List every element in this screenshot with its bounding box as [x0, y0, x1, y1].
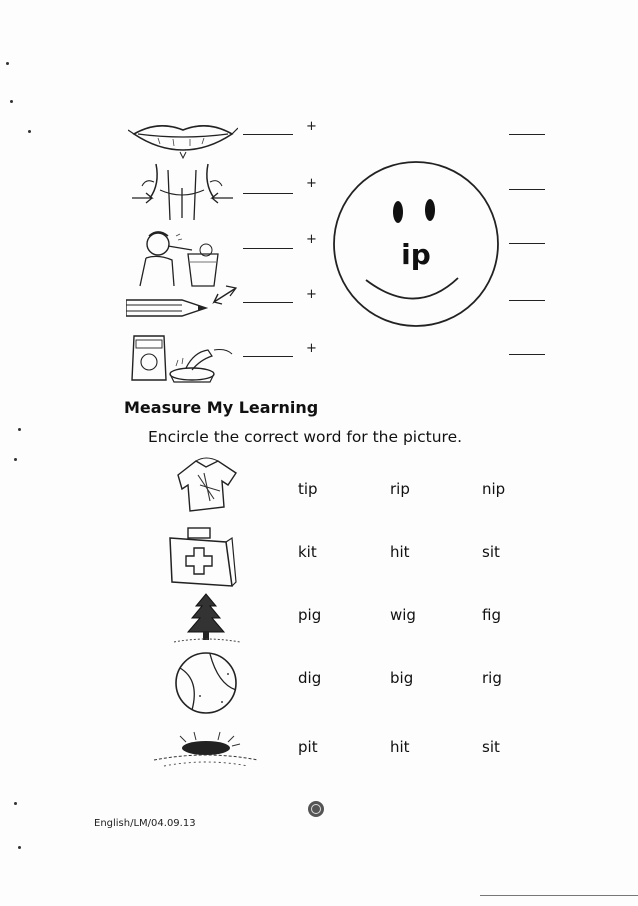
chip-dip-icon — [130, 330, 234, 386]
plus-sign: + — [306, 119, 317, 134]
dip-picture — [130, 330, 234, 386]
word-option[interactable]: sit — [482, 543, 500, 561]
ball-icon — [170, 650, 242, 716]
scan-edge-line — [480, 895, 638, 896]
scan-speck — [18, 428, 21, 431]
answer-blank-right[interactable] — [509, 243, 545, 244]
fir-tree-picture — [172, 592, 242, 646]
smiley-face — [330, 158, 502, 330]
answer-blank-left[interactable] — [243, 356, 293, 357]
pencil-tip-picture — [126, 284, 238, 324]
section-title: Measure My Learning — [124, 398, 319, 417]
plus-sign: + — [306, 176, 317, 191]
answer-blank-right[interactable] — [509, 189, 545, 190]
word-option[interactable]: pit — [298, 738, 318, 756]
word-option[interactable]: kit — [298, 543, 317, 561]
answer-blank-right[interactable] — [509, 134, 545, 135]
lips-picture — [128, 116, 238, 160]
scan-speck — [14, 802, 17, 805]
plus-sign: + — [306, 287, 317, 302]
hips-picture — [130, 160, 235, 222]
word-option[interactable]: rig — [482, 669, 502, 687]
sip-picture — [132, 226, 232, 288]
word-option[interactable]: wig — [390, 606, 416, 624]
answer-blank-left[interactable] — [243, 248, 293, 249]
ball-picture — [170, 650, 242, 716]
scan-speck — [10, 100, 13, 103]
word-option[interactable]: hit — [390, 543, 410, 561]
first-aid-kit-picture — [166, 522, 238, 590]
answer-blank-left[interactable] — [243, 134, 293, 135]
answer-blank-left[interactable] — [243, 193, 293, 194]
footer-code: English/LM/04.09.13 — [94, 818, 196, 829]
plus-sign: + — [306, 232, 317, 247]
scan-speck — [18, 846, 21, 849]
shirt-picture — [170, 455, 242, 513]
word-option[interactable]: tip — [298, 480, 318, 498]
rime-label: ip — [401, 238, 431, 271]
pit-picture — [150, 726, 262, 774]
word-option[interactable]: fig — [482, 606, 501, 624]
boy-drinking-icon — [132, 226, 232, 288]
word-option[interactable]: pig — [298, 606, 322, 624]
scan-speck — [6, 62, 9, 65]
pit-icon — [150, 726, 262, 774]
answer-blank-right[interactable] — [509, 354, 545, 355]
lips-icon — [128, 116, 238, 160]
word-option[interactable]: sit — [482, 738, 500, 756]
seal-icon — [307, 800, 325, 818]
scan-speck — [14, 458, 17, 461]
word-option[interactable]: rip — [390, 480, 410, 498]
seal-mark — [307, 800, 325, 818]
tree-icon — [172, 592, 242, 646]
smiley-face-icon — [330, 158, 502, 330]
shirt-icon — [170, 455, 242, 513]
word-option[interactable]: dig — [298, 669, 322, 687]
first-aid-kit-icon — [166, 522, 238, 590]
word-option[interactable]: big — [390, 669, 414, 687]
answer-blank-right[interactable] — [509, 300, 545, 301]
word-option[interactable]: nip — [482, 480, 506, 498]
scan-speck — [28, 130, 31, 133]
instruction-text: Encircle the correct word for the picture. — [148, 428, 463, 446]
answer-blank-left[interactable] — [243, 302, 293, 303]
pencil-icon — [126, 284, 238, 324]
plus-sign: + — [306, 341, 317, 356]
word-option[interactable]: hit — [390, 738, 410, 756]
hips-icon — [130, 160, 235, 222]
